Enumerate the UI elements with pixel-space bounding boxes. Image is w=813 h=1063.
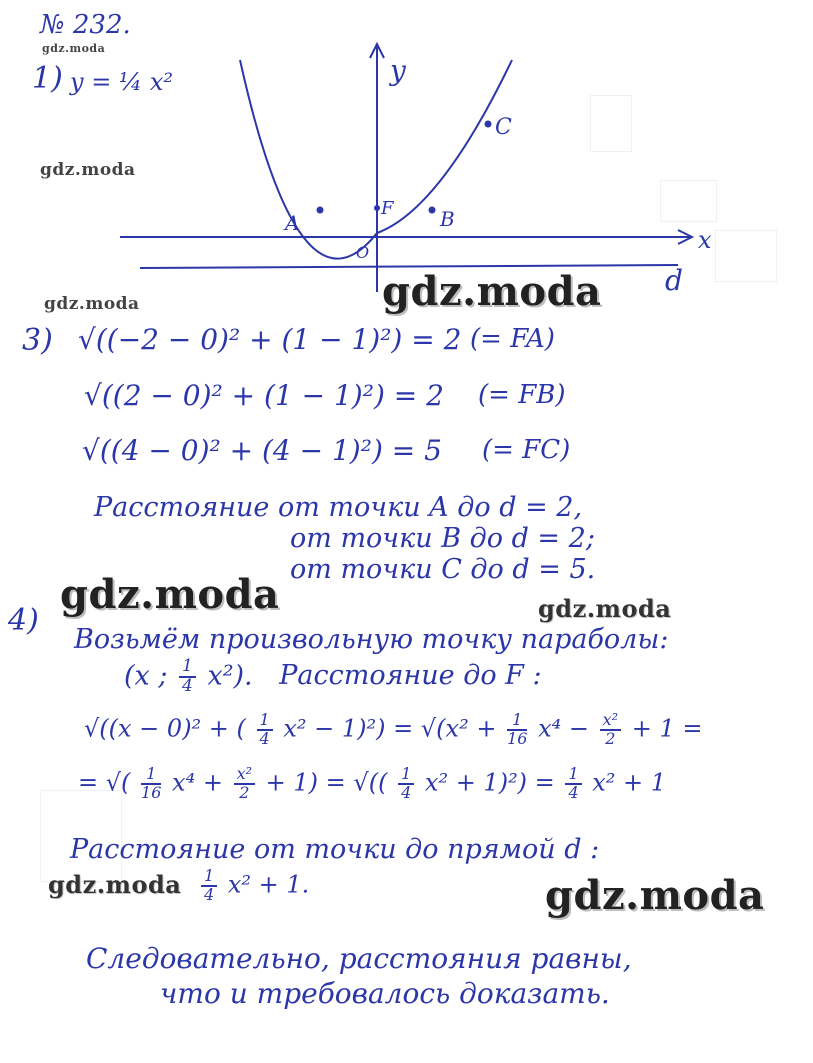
part3-text-line-1: Расстояние от точки A до d = 2, [94,492,583,523]
point-b-dot [429,207,436,214]
fraction-sixteenth: $\frac{1}{16}$ [507,710,528,748]
label-y: y [390,54,406,87]
eq2-result: x² + 1 [592,768,667,797]
eq2-end: x² + 1)²) = [424,768,555,797]
part3-text-line-3: от точки C до d = 5. [290,554,596,585]
fraction-x2-half: $\frac{\text{x²}}{2}$ [600,712,621,748]
part3-row-3-expr: √((4 − 0)² + (4 − 1)²) = 5 [82,434,442,467]
label-x: x [698,226,712,254]
fraction-quarter: $\frac{1}{4}$ [257,712,273,748]
point-f-dot [374,205,380,211]
label-a: A [285,211,300,235]
watermark-tiny: gdz.moda [42,42,106,55]
part3-row-2-note: (= FB) [478,380,566,410]
part3-row-2-expr: √((2 − 0)² + (1 − 1)²) = 2 [84,379,444,412]
part4-eq-2 [78,766,666,802]
part3-row-3-note: (= FC) [482,435,571,465]
watermark-small-2: gdz.moda [44,294,140,314]
eq1-left: √((x − 0)² + ( [84,714,246,743]
watermark-big-3: gdz.moda [545,872,765,919]
watermark-small-1: gdz.moda [40,160,136,180]
eq2-mid2: + 1) = √(( [265,768,388,797]
part4-point-end: x²). [207,660,253,692]
part1-equation: y = ¼ x² [70,68,173,96]
part4-label: 4) [8,603,39,638]
part4-line-2-text: Расстояние до F : [279,660,542,692]
conclusion-line-1: Следовательно, расстояния равны, [86,942,632,975]
part4-line-2 [124,658,542,696]
fraction-quarter: $\frac{1}{4}$ [179,658,196,696]
fraction-quarter: $\frac{1}{4}$ [201,868,217,904]
label-b: B [440,207,455,231]
watermark-mid-2: gdz.moda [48,870,182,899]
label-f: F [381,198,394,219]
label-c: C [495,115,512,140]
part4-line-1: Возьмём произвольную точку параболы: [74,624,669,655]
part3-row-1-note: (= FA) [470,324,555,354]
part3-row-1-expr: √((−2 − 0)² + (1 − 1)²) = 2 [78,323,462,356]
eq1-mid: x⁴ − [538,714,589,743]
watermark-big-1: gdz.moda [382,268,602,315]
problem-number: № 232. [40,10,131,40]
part4-distance-value: $\frac{1}{4}$ x² + 1. [198,868,309,904]
watermark-big-2: gdz.moda [60,571,280,618]
part1-label: 1) [32,61,63,96]
eq2-start: = √( [78,768,131,797]
watermark-mid-1: gdz.moda [538,594,672,623]
label-d: d [665,264,683,297]
fraction-x2-half: $\frac{\text{x²}}{2}$ [234,766,255,802]
part3-label: 3) [22,323,53,358]
part4-distance-line: Расстояние от точки до прямой d : [70,834,600,865]
eq1-left-end: x² − 1)²) = √(x² + [283,714,497,743]
eq2-mid: x⁴ + [172,768,223,797]
fraction-quarter: $\frac{1}{4}$ [398,766,414,802]
eq1-end: + 1 = [631,714,703,743]
part4-eq-1 [84,712,702,748]
fraction-sixteenth: $\frac{1}{16}$ [141,764,162,802]
fraction-quarter: $\frac{1}{4}$ [565,766,581,802]
conclusion-line-2: что и требовалось доказать. [160,977,610,1010]
label-origin: O [356,243,370,262]
point-c-dot [485,121,492,128]
part3-text-line-2: от точки B до d = 2; [290,523,595,554]
point-a-dot [317,207,324,214]
part4-point-start: (x ; [124,660,168,692]
